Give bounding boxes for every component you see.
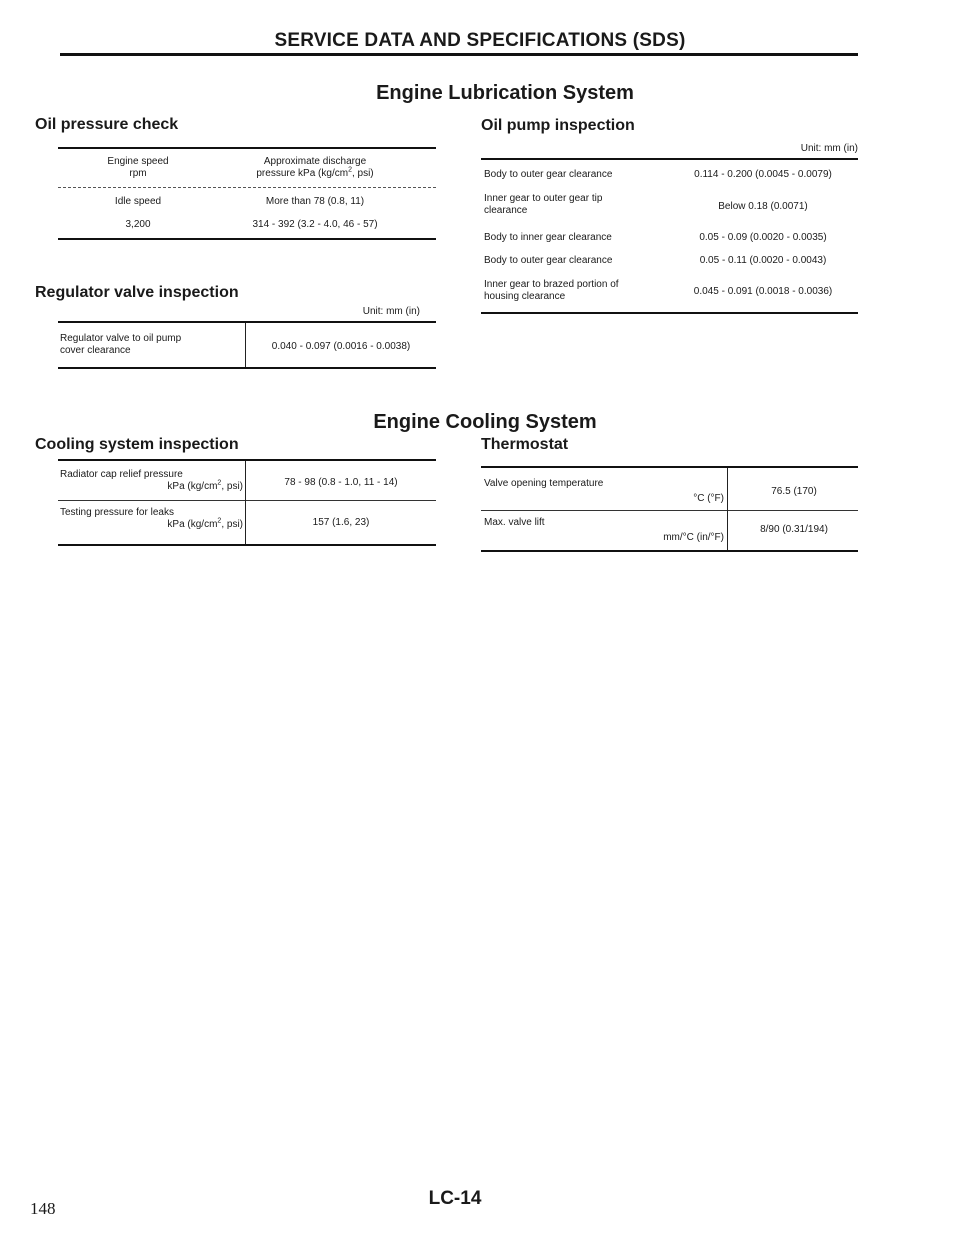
oil-pressure-table-top-rule <box>58 147 436 149</box>
cooling-table-mid-rule <box>58 500 436 501</box>
cooling-inspection-title: Cooling system inspection <box>35 436 239 453</box>
regulator-table-bottom-rule <box>58 367 436 369</box>
thermostat-row-unit: mm/°C (in/°F) <box>663 532 724 543</box>
thermostat-title: Thermostat <box>481 436 569 453</box>
thermostat-row-unit: °C (°F) <box>693 493 724 504</box>
oil-pump-row-label: Body to inner gear clearance <box>484 232 612 243</box>
cooling-row-value: 78 - 98 (0.8 - 1.0, 11 - 14) <box>284 477 398 488</box>
regulator-valve-value: 0.040 - 0.097 (0.0016 - 0.0038) <box>271 341 411 352</box>
thermostat-row-label: Max. valve lift <box>484 517 545 528</box>
thermostat-row-value: 76.5 (170) <box>771 486 817 497</box>
regulator-valve-unit: Unit: mm (in) <box>362 306 420 317</box>
oil-pump-row-value: 0.045 - 0.091 (0.0018 - 0.0036) <box>693 286 833 297</box>
cooling-row-label: Radiator cap relief pressure kPa ($kg/cm^2$, psi) <box>60 469 243 492</box>
thermostat-table-divider <box>727 468 728 550</box>
thermostat-row-value: 8/90 (0.31/194) <box>760 524 828 535</box>
oil-pump-row-value: 0.114 - 0.200 (0.0045 - 0.0079) <box>694 169 832 180</box>
regulator-valve-label: Regulator valve to oil pump cover clearance <box>60 333 182 356</box>
oil-pump-unit: Unit: mm (in) <box>800 143 858 154</box>
oil-pump-row-label: Body to outer gear clearance <box>484 255 613 266</box>
page-code: LC-14 <box>428 1188 482 1209</box>
thermostat-table-top-rule <box>481 466 858 468</box>
oil-pump-table-bottom-rule <box>481 312 858 314</box>
oil-pump-row-value: 0.05 - 0.09 (0.0020 - 0.0035) <box>699 232 827 243</box>
oil-pump-row-value: 0.05 - 0.11 (0.0020 - 0.0043) <box>699 255 827 266</box>
oil-pressure-row-value: More than 78 (0.8, 11) <box>265 196 365 207</box>
thermostat-row-label: Valve opening temperature <box>484 478 604 489</box>
cooling-section-title: Engine Cooling System <box>373 411 597 433</box>
oil-pump-row-label: Inner gear to outer gear tip clearance <box>484 193 603 216</box>
oil-pump-row-label: Inner gear to brazed portion of housing clearance <box>484 279 619 302</box>
oil-pressure-row-speed: Idle speed <box>114 196 162 207</box>
cooling-table-top-rule <box>58 459 436 461</box>
oil-pump-title: Oil pump inspection <box>481 117 635 134</box>
cooling-row-label: Testing pressure for leaks kPa ($kg/cm^2$, psi) <box>60 507 243 530</box>
regulator-valve-title: Regulator valve inspection <box>35 284 239 301</box>
thermostat-table-mid-rule <box>481 510 858 511</box>
oil-pressure-table-bottom-rule <box>58 238 436 240</box>
regulator-table-top-rule <box>58 321 436 323</box>
lubrication-section-title: Engine Lubrication System <box>376 82 634 104</box>
oil-pressure-check-title: Oil pressure check <box>35 116 179 133</box>
thermostat-table-bottom-rule <box>481 550 858 552</box>
oil-pump-row-value: Below 0.18 (0.0071) <box>718 201 808 212</box>
page-header-title: SERVICE DATA AND SPECIFICATIONS (SDS) <box>274 30 686 51</box>
page-number: 148 <box>30 1199 56 1218</box>
oil-pump-row-label: Body to outer gear clearance <box>484 169 613 180</box>
oil-pressure-row-speed: 3,200 <box>125 219 151 230</box>
cooling-row-value: 157 (1.6, 23) <box>312 517 370 528</box>
header-rule <box>60 53 858 56</box>
cooling-table-divider <box>245 461 246 544</box>
oil-pressure-col1-header: Engine speed rpm <box>107 156 169 179</box>
oil-pressure-header-rule <box>58 187 436 188</box>
cooling-table-bottom-rule <box>58 544 436 546</box>
oil-pressure-col2-header: Approximate discharge pressure kPa ($kg/cm^2$, psi) <box>256 156 374 179</box>
oil-pump-table-top-rule <box>481 158 858 160</box>
oil-pressure-row-value: 314 - 392 (3.2 - 4.0, 46 - 57) <box>252 219 378 230</box>
